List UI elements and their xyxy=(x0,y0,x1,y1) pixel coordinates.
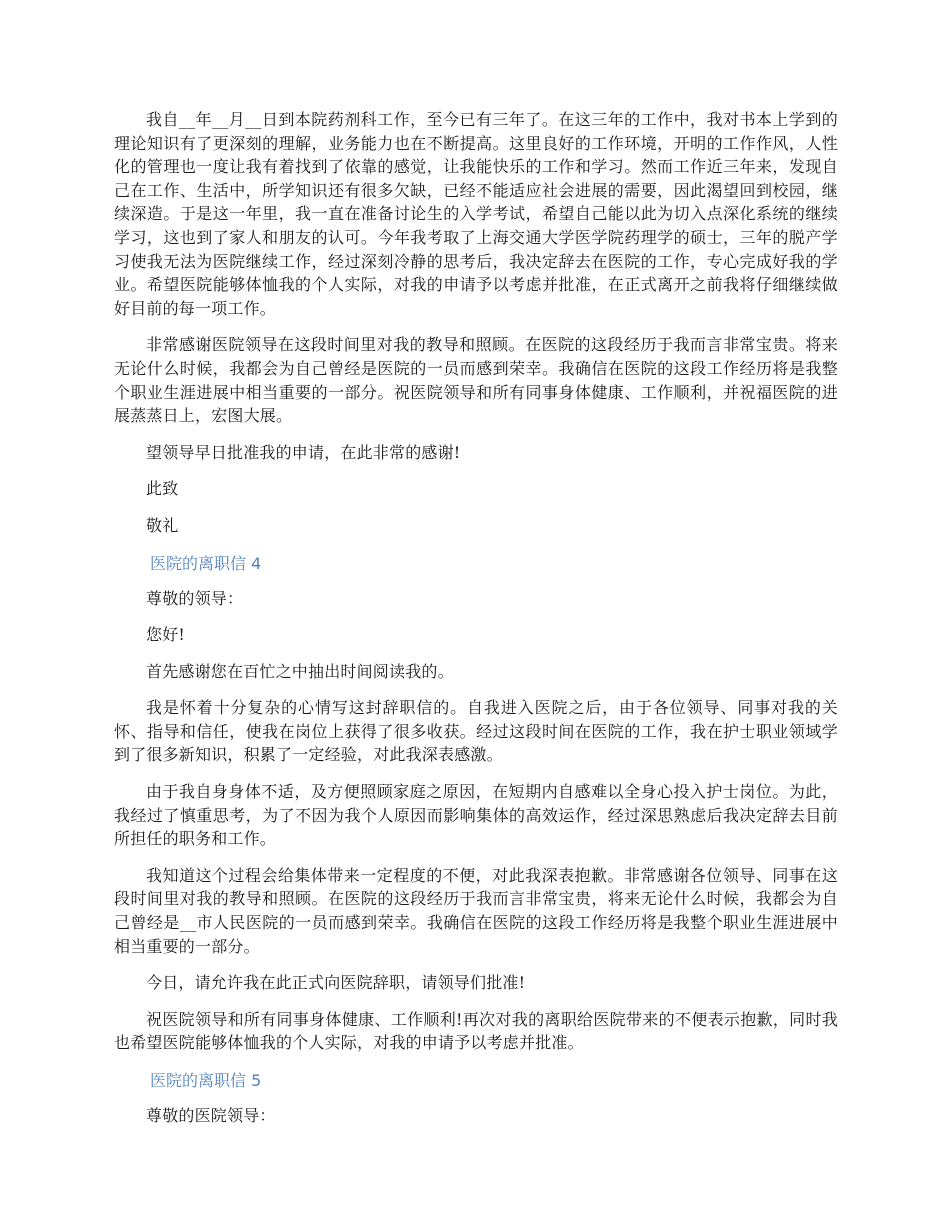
paragraph: 今日，请允许我在此正式向医院辞职，请领导们批准! xyxy=(146,973,526,993)
paragraph: 望领导早日批准我的申请，在此非常的感谢! xyxy=(146,442,461,462)
paragraph: 我自__年__月__日到本院药剂科工作，至今已有三年了。在这三年的工作中，我对书本上学到的理论知识有了更深刻的理解，业务能力也在不断提高。这里良好的工作环境，开明的工作作风，人性化的管理也一度让我有着找到了依靠的感觉，让我能快乐的工作和学习。然而工作近三年来，发现自己在工作、生活中，所学知识还有很多欠缺，已经不能适应社会进展的需要，因此渴望回到校园，继续深造。于是这一年里，我一直在准备讨论生的入学考试，希望自己能以此为切入点深化系统的继续学习，这也到了家人和朋友的认可。今年我考取了上海交通大学医学院药理学的硕士，三年的脱产学习使我无法为医院继续工作，经过深刻冷静的思考后，我决定辞去在医院的工作，专心完成好我的学业。希望医院能够体恤我的个人实际，对我的申请予以考虑并批准，在正式离开之前我将仔细继续做好目前的每一项工作。 xyxy=(114,110,838,318)
paragraph: 由于我自身身体不适，及方便照顾家庭之原因，在短期内自感难以全身心投入护士岗位。为此，我经过了慎重思考，为了不因为我个人原因而影响集体的高效运作，经过深思熟虑后我决定辞去目前所担任的职务和工作。 xyxy=(114,782,838,849)
section-heading: 医院的离职信 4 xyxy=(150,553,262,573)
paragraph: 非常感谢医院领导在这段时间里对我的教导和照顾。在医院的这段经历于我而言非常宝贵。将来无论什么时候，我都会为自己曾经是医院的一员而感到荣幸。我确信在医院的这段工作经历将是我整个职业生涯进展中相当重要的一部分。祝医院领导和所有同事身体健康、工作顺利，并祝福医院的进展蒸蒸日上，宏图大展。 xyxy=(114,335,838,426)
salutation: 尊敬的领导： xyxy=(146,588,244,608)
paragraph: 首先感谢您在百忙之中抽出时间阅读我的。 xyxy=(146,661,454,681)
paragraph: 我是怀着十分复杂的心情写这封辞职信的。自我进入医院之后，由于各位领导、同事对我的关怀、指导和信任，使我在岗位上获得了很多收获。经过这段时间在医院的工作，我在护士职业领域学到了很多新知识，积累了一定经验，对此我深表感激。 xyxy=(114,698,838,765)
greeting: 您好! xyxy=(146,625,186,645)
paragraph: 祝医院领导和所有同事身体健康、工作顺利!再次对我的离职给医院带来的不便表示抱歉，同时我也希望医院能够体恤我的个人实际，对我的申请予以考虑并批准。 xyxy=(114,1009,838,1053)
salutation: 尊敬的医院领导： xyxy=(146,1106,276,1125)
paragraph: 我知道这个过程会给集体带来一定程度的不便，对此我深表抱歉。非常感谢各位领导、同事在这段时间里对我的教导和照顾。在医院的这段经历于我而言非常宝贵，将来无论什么时候，我都会为自己曾经是__市人民医院的一员而感到荣幸。我确信在医院的这段工作经历将是我整个职业生涯进展中相当重要的一部分。 xyxy=(114,865,838,956)
closing-line: 此致 xyxy=(146,479,179,499)
closing-line: 敬礼 xyxy=(146,515,179,535)
document-body xyxy=(114,108,838,1141)
section-heading: 医院的离职信 5 xyxy=(150,1071,262,1090)
